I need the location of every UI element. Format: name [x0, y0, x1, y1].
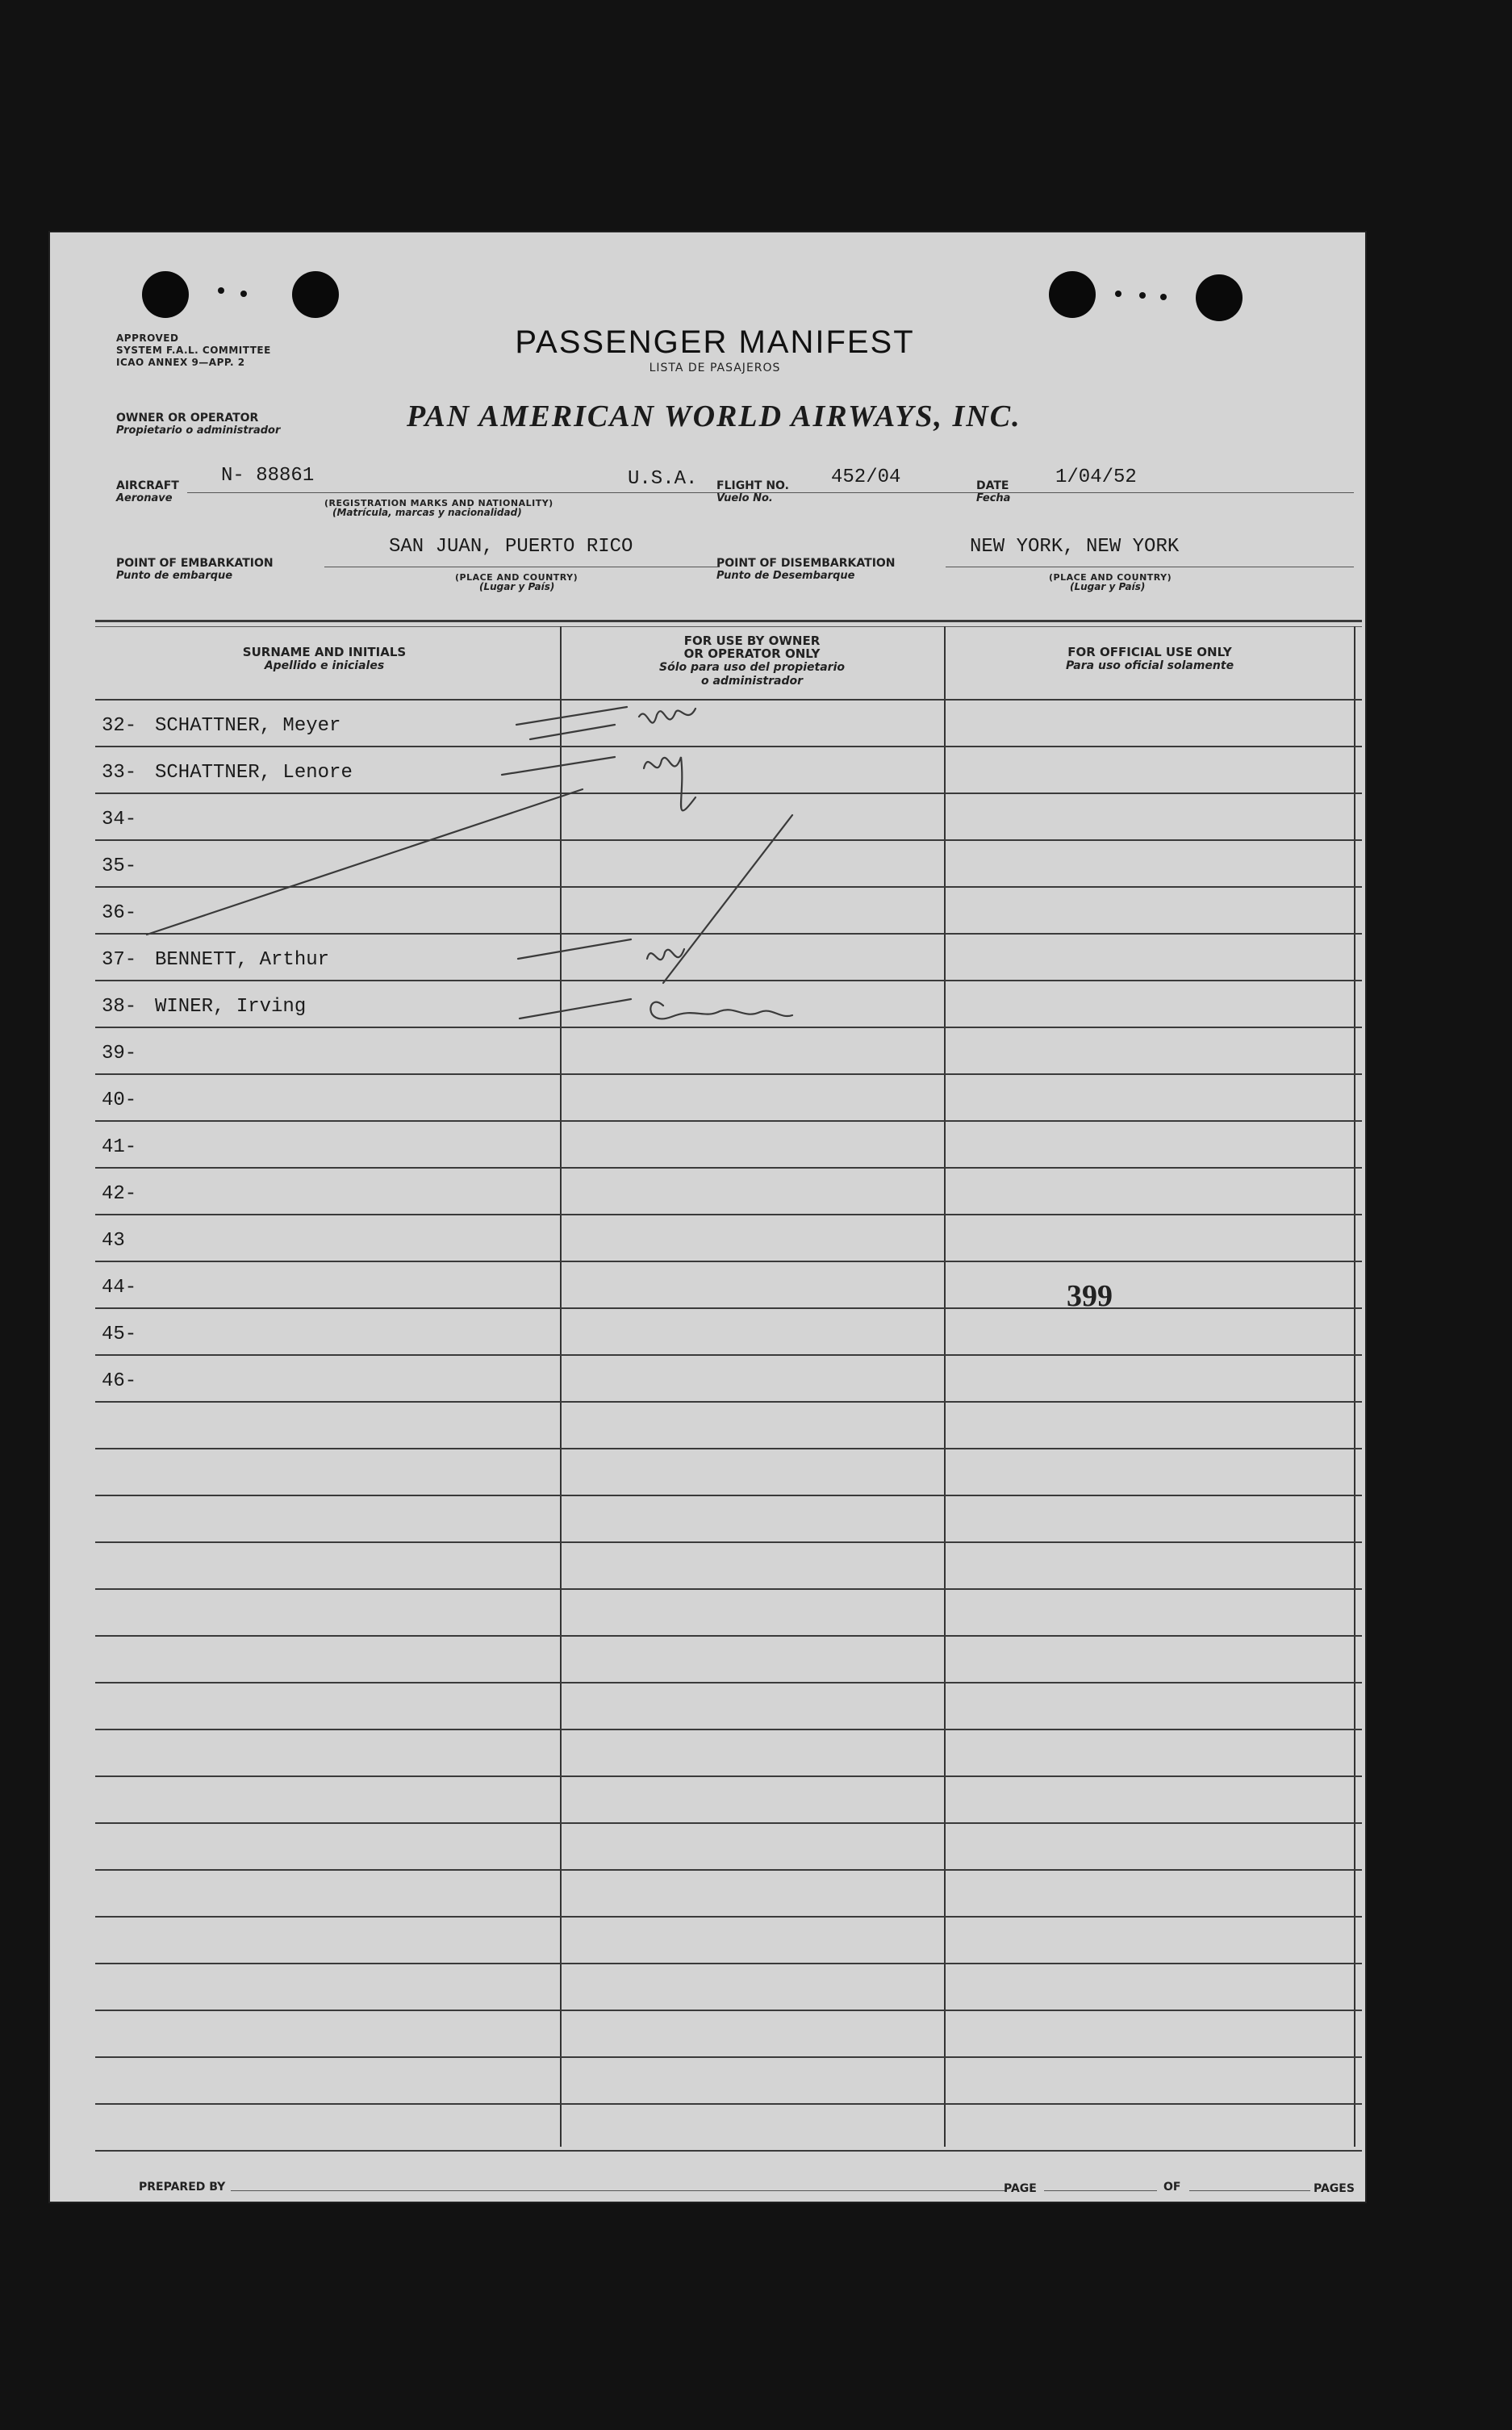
passenger-row-number: 43 — [102, 1230, 125, 1252]
column-header-official-label-es: Para uso oficial solamente — [1065, 659, 1234, 672]
column-header-operator-line-2: OR OPERATOR ONLY — [683, 646, 821, 661]
embarkation-caption: (PLACE AND COUNTRY) — [455, 572, 578, 583]
approval-line-3: ICAO ANNEX 9—APP. 2 — [116, 357, 245, 368]
passenger-row-number: 39- — [102, 1043, 137, 1064]
pencil-dash-33 — [502, 757, 615, 775]
passenger-name: SCHATTNER, Meyer — [155, 715, 341, 737]
pencil-dash-32 — [516, 707, 627, 725]
flight-label: FLIGHT NO. — [716, 479, 789, 492]
passenger-row-number: 45- — [102, 1324, 137, 1345]
embarkation-label: POINT OF EMBARKATION — [116, 557, 274, 570]
disembarkation-caption-es: (Lugar y País) — [1070, 581, 1146, 592]
approval-line-2: SYSTEM F.A.L. COMMITTEE — [116, 345, 271, 356]
pencil-initials-32 — [639, 709, 695, 723]
manifest-sheet — [50, 232, 1365, 2202]
flight-label-es: Vuelo No. — [716, 492, 773, 504]
passenger-name: WINER, Irving — [155, 996, 307, 1018]
page-title: PASSENGER MANIFEST — [515, 324, 915, 360]
embarkation-label-es: Punto de embarque — [116, 570, 233, 582]
disembarkation-label-es: Punto de Desembarque — [716, 570, 855, 582]
of-label: OF — [1163, 2181, 1181, 2194]
page-subtitle: LISTA DE PASAJEROS — [649, 362, 781, 374]
pencil-dash-37 — [518, 939, 631, 959]
flight-date: 1/04/52 — [1055, 466, 1137, 488]
pencil-diagonal-strike — [147, 789, 583, 935]
passenger-name: BENNETT, Arthur — [155, 949, 330, 971]
page-label: PAGE — [1004, 2182, 1037, 2195]
approval-line-1: APPROVED — [116, 333, 179, 344]
pencil-dash-38 — [520, 999, 631, 1018]
passenger-row-number: 34- — [102, 809, 137, 830]
aircraft-caption: (REGISTRATION MARKS AND NATIONALITY) — [324, 498, 553, 508]
aircraft-registration: N- 88861 — [221, 465, 315, 487]
disembarkation-caption: (PLACE AND COUNTRY) — [1049, 572, 1172, 583]
pencil-initials-33 — [644, 757, 695, 810]
owner-label-es: Propietario o administrador — [116, 425, 281, 437]
column-header-surname-label: SURNAME AND INITIALS — [242, 645, 407, 659]
aircraft-caption-es: (Matrícula, marcas y nacionalidad) — [332, 507, 522, 518]
column-header-surname-label-es: Apellido e iniciales — [264, 659, 385, 672]
embarkation-caption-es: (Lugar y País) — [479, 581, 555, 592]
disembarkation-label: POINT OF DISEMBARKATION — [716, 557, 896, 570]
passenger-row-number: 46- — [102, 1370, 137, 1392]
pencil-initials-37 — [647, 949, 684, 960]
prepared-by-label: PREPARED BY — [139, 2181, 226, 2194]
disembarkation-point: NEW YORK, NEW YORK — [970, 536, 1180, 558]
passenger-row-number: 42- — [102, 1183, 137, 1205]
column-header-official-label: FOR OFFICIAL USE ONLY — [1067, 645, 1232, 659]
pages-label: PAGES — [1314, 2182, 1355, 2195]
column-header-operator-es-2: o administrador — [700, 675, 804, 688]
passenger-row-number: 44- — [102, 1277, 137, 1299]
aircraft-label: AIRCRAFT — [116, 479, 179, 492]
passenger-row-number: 41- — [102, 1136, 137, 1158]
passenger-row-number: 35- — [102, 855, 137, 877]
passenger-row-number: 37- — [102, 949, 137, 971]
passenger-row-number: 38- — [102, 996, 137, 1018]
passenger-row-number: 32- — [102, 715, 137, 737]
operator-name: PAN AMERICAN WORLD AIRWAYS, INC. — [407, 399, 1021, 433]
passenger-row-number: 40- — [102, 1090, 137, 1111]
passenger-row-number: 36- — [102, 902, 137, 924]
owner-label: OWNER OR OPERATOR — [116, 412, 259, 425]
column-header-operator-es-1: Sólo para uso del propietario — [659, 661, 845, 674]
pencil-dash-32b — [530, 725, 615, 739]
page-line — [1044, 2190, 1157, 2191]
pencil-long-stroke — [663, 815, 792, 983]
pages-line — [1189, 2190, 1310, 2191]
date-label-es: Fecha — [976, 492, 1011, 504]
handwritten-marks — [50, 232, 1365, 2202]
passenger-name: SCHATTNER, Lenore — [155, 762, 353, 784]
passenger-row-number: 33- — [102, 762, 137, 784]
pencil-initials-38 — [650, 1002, 792, 1019]
prepared-by-line — [231, 2190, 1005, 2191]
aircraft-nationality: U.S.A. — [628, 468, 698, 490]
aircraft-label-es: Aeronave — [116, 492, 173, 504]
flight-number: 452/04 — [831, 466, 901, 488]
embarkation-point: SAN JUAN, PUERTO RICO — [389, 536, 633, 558]
official-stamp-number: 399 — [1067, 1279, 1113, 1313]
date-label: DATE — [976, 479, 1009, 492]
column-header-operator-line-1: FOR USE BY OWNER — [683, 634, 821, 648]
